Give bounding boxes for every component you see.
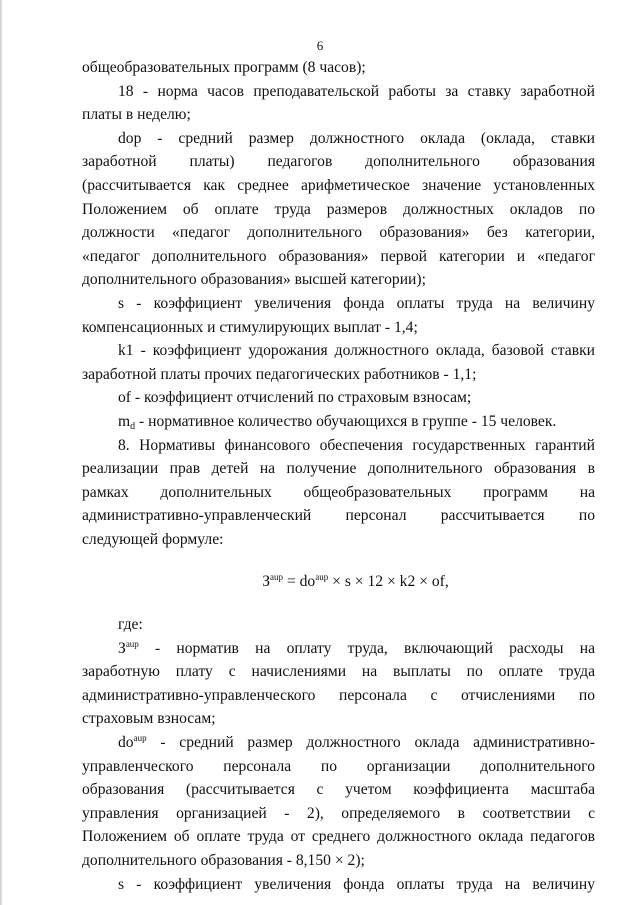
text-line: управленческого персонала по организации дополнительного: [82, 757, 595, 775]
text-line: (рассчитывается как среднее арифметическое значение установленных: [82, 176, 595, 194]
text-line: Положением об оплате труда размеров должностных окладов по: [82, 200, 595, 218]
text-line: Положением об оплате труда от среднего должностного оклада педагогов: [82, 828, 595, 846]
variable-superscript: aup: [133, 733, 147, 744]
text-span: - нормативное количество обучающихся в группе - 15 человек.: [135, 412, 557, 430]
page-number: 6: [316, 38, 324, 53]
text-line: дополнительного образования - 8,150 × 2);: [82, 852, 365, 869]
text-span: - средний размер должностного оклада административно-: [146, 734, 595, 752]
variable-symbol: do: [118, 734, 134, 752]
text-line: заработную плату с начислениями на выплаты по оплате труда: [82, 663, 595, 681]
formula-part: = do: [283, 573, 316, 591]
text-line: s - коэффициент увеличения фонда оплаты труда на величину: [118, 875, 595, 893]
text-line: dop - средний размер должностного оклада (оклада, ставки: [118, 129, 595, 147]
text-line: [82, 410, 595, 434]
formula-symbol: З: [262, 573, 271, 591]
text-line: s - коэффициент увеличения фонда оплаты труда на величину: [118, 294, 595, 312]
text-line: административно-управленческого персонала с отчислениями по: [82, 686, 595, 704]
text-line: управления организацией - 2), определяемого в соответствии с: [82, 804, 595, 822]
formula-superscript: aup: [315, 572, 329, 583]
document-body: [82, 56, 595, 896]
text-line: k1 - коэффициент удорожания должностного оклада, базовой ставки: [118, 342, 595, 360]
text-line: заработной платы прочих педагогических работников - 1,1;: [82, 365, 477, 383]
text-line: [82, 731, 595, 755]
text-line: компенсационных и стимулирующих выплат - 1,4;: [82, 318, 418, 336]
text-line: общеобразовательных программ (8 часов);: [82, 59, 366, 76]
text-line: платы в неделю;: [82, 106, 191, 124]
text-line: дополнительного образования» высшей категории);: [82, 271, 426, 289]
variable-symbol: З: [118, 639, 126, 657]
text-line: заработной платы) педагогов дополнительного образования: [82, 153, 595, 171]
text-line: образования (рассчитывается с учетом коэффициента масштаба: [82, 781, 595, 799]
formula-part: × s × 12 × k2 × of,: [328, 573, 449, 591]
text-line: 8. Нормативы финансового обеспечения государственных гарантий: [118, 436, 595, 454]
variable-symbol: m: [118, 412, 131, 430]
text-line: страховым взносам;: [82, 710, 216, 728]
text-line: должности «педагог дополнительного образования» без категории,: [82, 224, 595, 242]
text-line: рамках дополнительных общеобразовательных программ на: [82, 483, 595, 501]
text-line: административно-управленческий персонал рассчитывается по: [82, 507, 595, 525]
text-span: - норматив на оплату труда, включающий расходы на: [138, 639, 595, 657]
text-line: «педагог дополнительного образования» первой категории и «педагог: [82, 247, 595, 265]
text-line: of - коэффициент отчислений по страховым взносам;: [118, 389, 472, 407]
text-line: [82, 637, 595, 661]
variable-superscript: aup: [125, 638, 139, 649]
text-line: следующей формуле:: [82, 530, 224, 548]
text-line: где:: [118, 616, 143, 634]
variable-subscript: d: [130, 420, 136, 432]
text-line: 18 - норма часов преподавательской работы за ставку заработной: [118, 82, 595, 100]
scan-edge: [0, 0, 3, 905]
formula: [82, 570, 595, 594]
formula-superscript: aup: [270, 572, 284, 583]
text-line: реализации прав детей на получение дополнительного образования в: [82, 460, 595, 478]
